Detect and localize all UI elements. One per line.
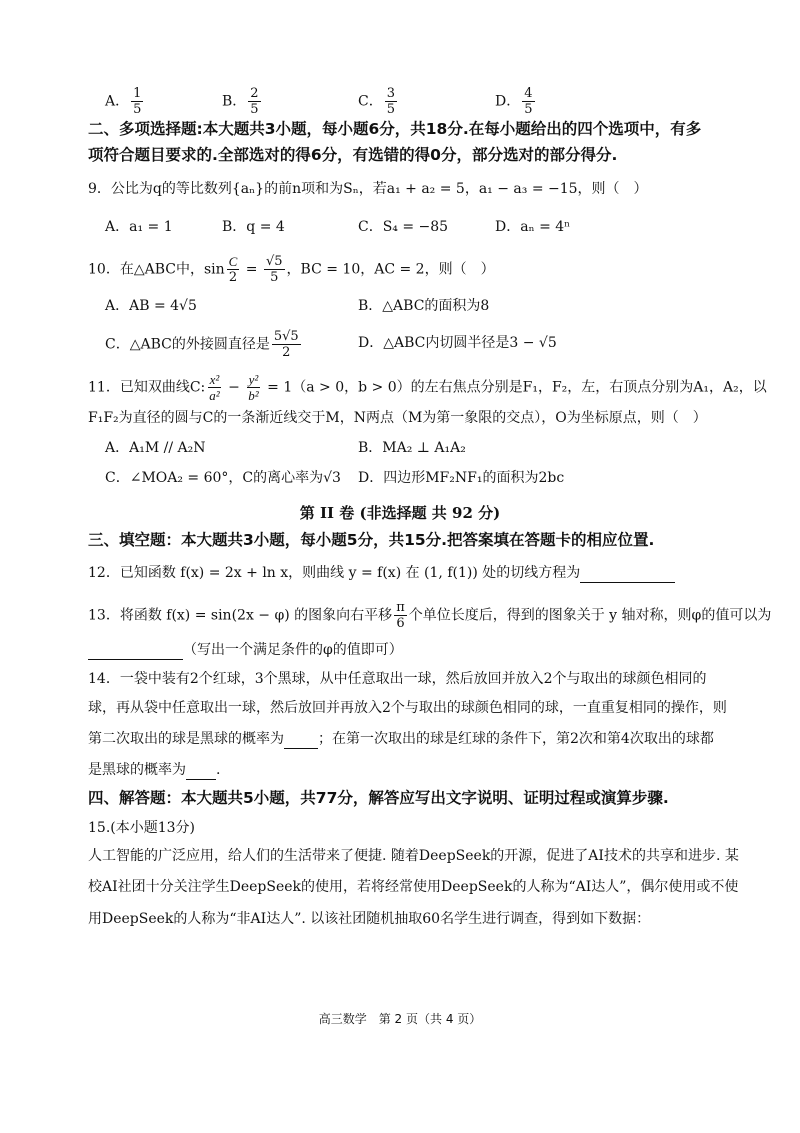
q11-option-a: A．A₁M // A₂N <box>105 440 206 456</box>
numerator: x² <box>209 372 220 387</box>
answer-blank[interactable] <box>580 566 675 583</box>
q8-option-b <box>222 86 263 117</box>
q8-option-c <box>358 86 399 117</box>
stem-text: = 1（a > 0，b > 0）的左右焦点分别是F₁，F₂，左，右顶点分别为A₁，A₂，以 <box>262 379 767 396</box>
section4-heading: 四、解答题：本大题共5小题，共77分，解答应写出文字说明、证明过程或演算步骤. <box>88 789 669 807</box>
option-label: A． <box>105 93 130 110</box>
q14-line3 <box>88 729 714 749</box>
denominator: 5 <box>250 102 259 117</box>
fraction <box>131 86 143 117</box>
q11-option-c: C．∠MOA₂ = 60°，C的离心率为√3 <box>105 470 341 486</box>
q14-line4 <box>88 760 220 780</box>
answer-blank[interactable] <box>284 732 318 749</box>
stem-text: 13．将函数 f(x) = sin(2x − φ) 的图象向右平移 <box>88 607 393 624</box>
numerator: 2 <box>250 86 259 101</box>
option-label: D． <box>495 93 521 110</box>
numerator: 3 <box>386 86 395 101</box>
denominator: 6 <box>396 616 405 631</box>
stem-text: 11．已知双曲线C: <box>88 379 206 396</box>
q15-line3: 用DeepSeek的人称为“非AI达人”. 以该社团随机抽取60名学生进行调查，得到如下数据： <box>88 911 651 927</box>
q9-stem: 9．公比为q的等比数列{aₙ}的前n项和为Sₙ，若a₁ + a₂ = 5，a₁ − a₃ = −15，则（ ） <box>88 181 648 197</box>
fraction <box>522 86 534 117</box>
q10-option-c <box>105 329 303 360</box>
q10-option-b: B．△ABC的面积为8 <box>358 298 490 314</box>
denominator: 5 <box>133 102 142 117</box>
minus: − <box>223 379 245 396</box>
q9-option-d: D．aₙ = 4ⁿ <box>495 219 571 235</box>
numerator: y² <box>248 372 259 387</box>
stem-text: ；在第一次取出的球是红球的条件下，第2次和第4次取出的球都 <box>318 731 714 747</box>
stem-text: 是黑球的概率为 <box>88 762 186 778</box>
q9-option-c: C．S₄ = −85 <box>358 219 449 235</box>
q11-option-b: B．MA₂ ⊥ A₁A₂ <box>358 440 466 456</box>
q15-line2: 校AI社团十分关注学生DeepSeek的使用，若将经常使用DeepSeek的人称为“AI达人”，偶尔使用或不使 <box>88 879 739 895</box>
q9-option-a: A．a₁ = 1 <box>105 219 173 235</box>
q13-stem <box>88 600 771 631</box>
stem-text: 12．已知函数 f(x) = 2x + ln x，则曲线 y = f(x) 在 (1, f(1)) 处的切线方程为 <box>88 565 581 581</box>
fraction <box>248 86 260 117</box>
q13-answer-line <box>88 640 403 660</box>
section2-heading-line1: 二、多项选择题:本大题共3小题，每小题6分，共18分.在每小题给出的四个选项中，有多 <box>88 120 702 138</box>
fraction <box>272 329 301 360</box>
q8-option-d <box>495 86 537 117</box>
answer-blank[interactable] <box>88 643 183 660</box>
numerator: 4 <box>524 86 533 101</box>
denominator: 5 <box>524 102 533 117</box>
q12-stem <box>88 563 675 583</box>
part2-title: 第 II 卷 (非选择题 共 92 分) <box>299 504 501 522</box>
stem-text: ，BC = 10，AC = 2，则（ ） <box>286 261 495 278</box>
fraction <box>264 254 285 285</box>
page-footer: 高三数学 第 2 页（共 4 页） <box>318 1012 482 1026</box>
fraction <box>246 372 260 403</box>
section2-heading-line2: 项符合题目要求的.全部选对的得6分，有选错的得0分，部分选对的部分得分. <box>88 146 618 164</box>
q15-line1: 人工智能的广泛应用，给人们的生活带来了便捷. 随着DeepSeek的开源，促进了AI技术的共享和进步. 某 <box>88 848 739 864</box>
answer-blank[interactable] <box>186 763 216 780</box>
equals: = <box>241 261 262 278</box>
denominator: 2 <box>228 270 238 285</box>
q14-line1: 14．一袋中装有2个红球，3个黑球，从中任意取出一球，然后放回并放入2个与取出的球颜色相同的 <box>88 671 707 687</box>
q10-stem <box>88 254 495 285</box>
q14-line2: 球，再从袋中任意取出一球，然后放回并再放入2个与取出的球颜色相同的球，一直重复相同的操作，则 <box>88 700 727 716</box>
option-text: C．△ABC的外接圆直径是 <box>105 336 270 353</box>
stem-text: 个单位长度后，得到的图象关于 y 轴对称，则φ的值可以为 <box>408 607 772 624</box>
stem-text: 10．在△ABC中，sin <box>88 261 225 278</box>
section3-heading: 三、填空题：本大题共3小题，每小题5分，共15分.把答案填在答题卡的相应位置. <box>88 531 655 549</box>
fraction <box>227 254 240 285</box>
denominator: b² <box>248 388 259 403</box>
stem-text: . <box>216 762 221 778</box>
option-label: B． <box>222 93 247 110</box>
numerator: √5 <box>265 254 283 269</box>
denominator: 2 <box>282 345 291 360</box>
hint-text: （写出一个满足条件的φ的值即可） <box>183 642 403 658</box>
q11-option-d: D．四边形MF₂NF₁的面积为2bc <box>358 470 565 486</box>
numerator: 1 <box>133 86 142 101</box>
q10-option-a: A．AB = 4√5 <box>105 298 197 314</box>
denominator: a² <box>209 388 220 403</box>
q11-stem-line1 <box>88 372 767 403</box>
q10-option-d: D．△ABC内切圆半径是3 − √5 <box>358 335 557 351</box>
fraction <box>394 600 407 631</box>
q9-option-b: B．q = 4 <box>222 219 285 235</box>
numerator: C <box>228 254 238 269</box>
stem-text: 第二次取出的球是黑球的概率为 <box>88 731 284 747</box>
numerator: π <box>396 600 405 615</box>
fraction <box>385 86 397 117</box>
denominator: 5 <box>386 102 395 117</box>
fraction <box>207 372 221 403</box>
q8-option-a <box>105 86 145 117</box>
q15-header: 15.(本小题13分) <box>88 820 196 836</box>
q11-stem-line2: F₁F₂为直径的圆与C的一条渐近线交于M，N两点（M为第一象限的交点），O为坐标原点，则（ ） <box>88 410 707 426</box>
option-label: C． <box>358 93 383 110</box>
denominator: 5 <box>270 270 279 285</box>
numerator: 5√5 <box>273 329 299 344</box>
